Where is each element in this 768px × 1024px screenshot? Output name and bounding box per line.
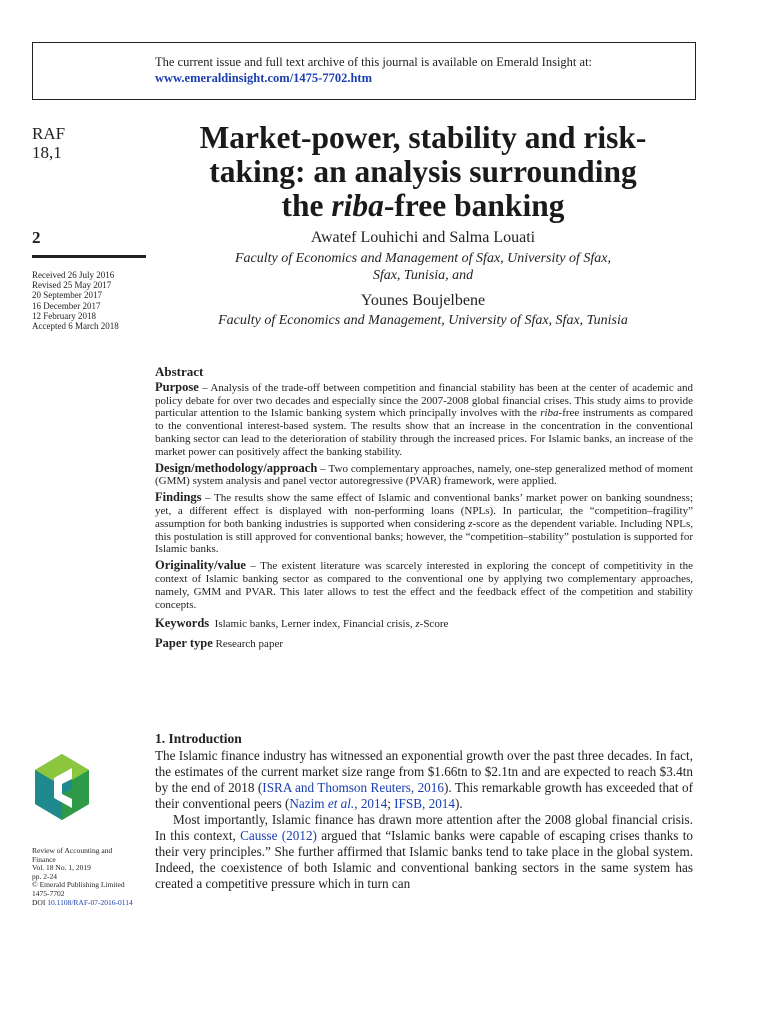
- introduction-heading: 1. Introduction: [155, 731, 242, 746]
- archive-notice-text: The current issue and full text archive of this journal is available on Emerald Insight at:: [155, 55, 593, 69]
- abstract-heading: Abstract: [155, 364, 204, 379]
- journal-abbreviation: RAF 18,1: [32, 124, 66, 162]
- author-affiliation-1: Faculty of Economics and Management of Sfax, University of Sfax, Sfax, Tunisia, and: [235, 251, 611, 283]
- archive-notice-box: [32, 42, 696, 100]
- citation-isra[interactable]: ISRA and Thomson Reuters, 2016: [262, 780, 444, 795]
- journal-citation-info: Review of Accounting and Finance Vol. 18 No. 1, 2019 pp. 2-24 © Emerald Publishing Limited 1475-7702 DOI 10.1108/RAF-07-2016-0114: [32, 846, 133, 907]
- citation-causse[interactable]: Causse (2012): [240, 828, 317, 843]
- author-names-1: Awatef Louhichi and Salma Louati: [310, 229, 536, 246]
- emerald-hexagon-logo-icon: [32, 752, 92, 822]
- article-title: Market-power, stability and risk- taking: an analysis surrounding the riba-free banking: [199, 120, 647, 223]
- introduction-section: [155, 731, 693, 892]
- abstract-paper-type: Paper type Research paper: [155, 636, 283, 651]
- abstract-section: [155, 366, 693, 653]
- abstract-design: Design/methodology/approach – Two complementary approaches, namely, one-step generalized method of moment (GMM) system analysis and panel vector autoregressive (PVAR) framework, were applied.: [155, 460, 693, 488]
- introduction-paragraph-2: Most importantly, Islamic finance has drawn more attention after the 2008 global financial crisis. In this context, Causse (2012) argued that “Islamic banks were capable of escaping crises thanks to their very principles.” She further affirmed that Islamic banks tend to take place in the global system. Indeed, the coexistence of both Islamic and conventional banking sectors in the same system has created a competitive pressure which in turn can: [155, 812, 693, 891]
- abstract-purpose: Purpose – Analysis of the trade-off between competition and financial stability has been at the center of academic and policy debate for over two decades and especially since the 2007-2008 global financial crises. This study aims to provide particular attention to the Islamic banking system which principally involves with the riba-free instruments as compared to the conventional interest-based system. The results show that an increase in the concentration in the conventional banking sector can lead to the deterioration of stability through the increased prices. For Islamic banks, an increase of the market power can positively affect the banking stability.: [155, 379, 693, 458]
- introduction-paragraph-1: The Islamic finance industry has witnessed an exponential growth over the past three decades. In fact, the estimates of the current market size range from $1.66tn to $2.1tn and are expected to reach $3.4tn by the end of 2018 (ISRA and Thomson Reuters, 2016). This remarkable growth has exceeded that of their conventional peers (Nazim et al., 2014; IFSB, 2014).: [155, 748, 693, 811]
- abstract-originality: Originality/value – The existent literature was scarcely interested in exploring the concept of competitivity in the context of Islamic banking sector as compared to the conventional one by applying two complementary approaches, namely, GMM and PVAR. This later allows to test the effect and the feedback effect of the competition and stability concepts.: [155, 558, 693, 611]
- author-affiliation-2: Faculty of Economics and Management, University of Sfax, Sfax, Tunisia: [218, 313, 628, 328]
- citation-nazim[interactable]: Nazim et al., 2014: [289, 796, 388, 811]
- abstract-keywords: Keywords Islamic banks, Lerner index, Financial crisis, z-Score: [155, 616, 449, 631]
- archive-notice-link[interactable]: www.emeraldinsight.com/1475-7702.htm: [155, 71, 372, 85]
- author-names-2: Younes Boujelbene: [360, 292, 486, 309]
- doi-link[interactable]: 10.1108/RAF-07-2016-0114: [47, 897, 133, 907]
- margin-divider: [32, 255, 146, 258]
- citation-ifsb[interactable]: IFSB, 2014: [394, 796, 455, 811]
- article-history-dates: Received 26 July 2016 Revised 25 May 2017 20 September 2017 16 December 2017 12 February 2018 Accepted 6 March 2018: [32, 270, 119, 332]
- abstract-findings: Findings – The results show the same effect of Islamic and conventional banks’ market power on banking soundness; yet, a different effect is displayed with non-performing loans (NPLs). In particular, the “competition–fragility” assumption for both banking industries is supported when considering z-score as the dependent variable. Including NPLs, this postulation is still approved for conventional banks; however, the “competition–stability” postulation is supported for Islamic banks.: [155, 490, 693, 556]
- page-number: 2: [32, 228, 41, 247]
